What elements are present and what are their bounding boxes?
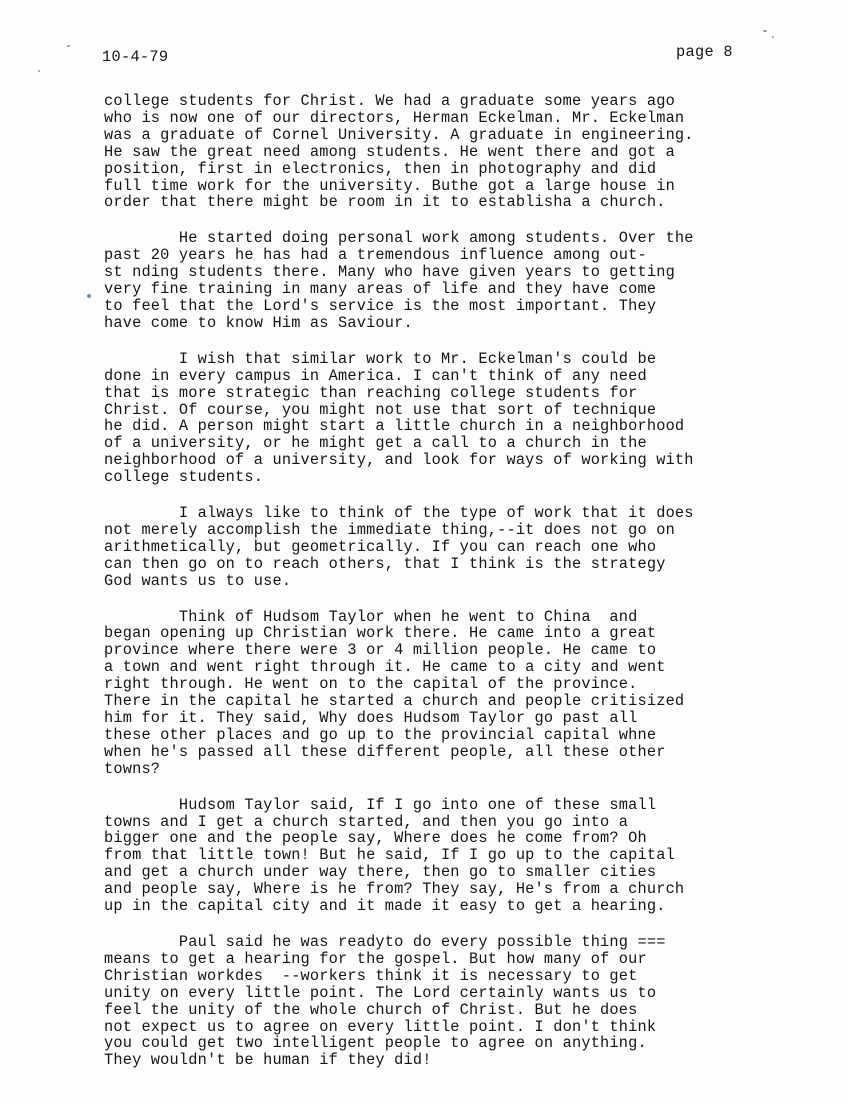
document-date: 10-4-79 xyxy=(102,48,169,66)
text-line: very fine training in many areas of life and they have come xyxy=(104,280,657,299)
paragraph xyxy=(104,797,804,915)
text-line: Paul said he was readyto do every possible thing === xyxy=(104,932,666,951)
text-line: college students for Christ. We had a graduate some years ago xyxy=(104,92,675,110)
scan-speck xyxy=(763,30,767,32)
paragraph xyxy=(104,505,804,590)
text-line: that is more strategic than reaching college students for xyxy=(104,383,638,402)
text-line: feel the unity of the whole church of Christ. But he does xyxy=(104,1000,638,1019)
text-line: neighborhood of a university, and look for ways of working with xyxy=(104,451,694,470)
text-line: he did. A person might start a little church in a neighborhood xyxy=(104,417,685,436)
paragraph xyxy=(104,351,804,486)
text-line: these other places and go up to the provincial capital whne xyxy=(104,725,657,744)
text-line: of a university, or he might get a call to a church in the xyxy=(104,434,647,453)
text-line: who is now one of our directors, Herman Eckelman. Mr. Eckelman xyxy=(104,108,685,127)
text-line: right through. He went on to the capital of the province. xyxy=(104,675,638,694)
text-line: arithmetically, but geometrically. If you can reach one who xyxy=(104,537,657,556)
text-line: college students. xyxy=(104,468,264,487)
text-line: bigger one and the people say, Where does he come from? Oh xyxy=(104,829,647,848)
paragraph xyxy=(104,934,804,1069)
text-line: and get a church under way there, then go to smaller cities xyxy=(104,863,657,882)
text-line: I wish that similar work to Mr. Eckelman's could be xyxy=(104,349,657,368)
paragraph xyxy=(104,93,804,211)
page-number: page 8 xyxy=(676,43,733,61)
text-line: They wouldn't be human if they did! xyxy=(104,1051,432,1070)
text-line: full time work for the university. Buthe got a large house in xyxy=(104,176,675,195)
scan-speck xyxy=(38,70,40,72)
text-line: God wants us to use. xyxy=(104,571,292,590)
text-line: province where there were 3 or 4 million people. He came to xyxy=(104,641,657,660)
text-line: He saw the great need among students. He went there and got a xyxy=(104,142,675,161)
text-line: not expect us to agree on every little point. I don't think xyxy=(104,1017,657,1036)
text-line: when he's passed all these different people, all these other xyxy=(104,742,666,761)
text-line: I always like to think of the type of work that it does xyxy=(104,504,694,523)
text-line: was a graduate of Cornel University. A graduate in engineering. xyxy=(104,125,694,144)
text-line: have come to know Him as Saviour. xyxy=(104,313,413,332)
text-line: from that little town! But he said, If I go up to the capital xyxy=(104,846,675,865)
text-line: There in the capital he started a church and people critisized xyxy=(104,692,685,711)
text-line: done in every campus in America. I can't think of any need xyxy=(104,366,647,385)
text-line: him for it. They said, Why does Hudsom Taylor go past all xyxy=(104,709,638,727)
scan-speck xyxy=(67,45,70,47)
text-line: towns? xyxy=(104,759,161,778)
paragraph xyxy=(104,230,804,331)
text-line: Hudsom Taylor said, If I go into one of these small xyxy=(104,795,657,814)
text-line: unity on every little point. The Lord certainly wants us to xyxy=(104,983,657,1002)
document-body xyxy=(104,93,804,1088)
text-line: began opening up Christian work there. He came into a great xyxy=(104,624,657,643)
text-line: you could get two intelligent people to agree on anything. xyxy=(104,1034,647,1053)
text-line: to feel that the Lord's service is the most important. They xyxy=(104,296,657,315)
text-line: He started doing personal work among students. Over the xyxy=(104,229,694,248)
text-line: past 20 years he has had a tremendous influence among out- xyxy=(104,246,647,265)
text-line: Think of Hudsom Taylor when he went to China and xyxy=(104,607,638,626)
text-line: Christ. Of course, you might not use that sort of technique xyxy=(104,400,657,419)
text-line: order that there might be room in it to establisha a church. xyxy=(104,193,666,212)
text-line: not merely accomplish the immediate thing,--it does not go on xyxy=(104,520,675,539)
scan-speck xyxy=(87,294,91,298)
text-line: means to get a hearing for the gospel. But how many of our xyxy=(104,949,647,968)
text-line: position, first in electronics, then in photography and did xyxy=(104,159,657,178)
text-line: st nding students there. Many who have given years to getting xyxy=(104,263,675,282)
text-line: can then go on to reach others, that I think is the strategy xyxy=(104,554,666,573)
text-line: and people say, Where is he from? They say, He's from a church xyxy=(104,880,685,899)
text-line: a town and went right through it. He came to a city and went xyxy=(104,658,666,677)
text-line: towns and I get a church started, and then you go into a xyxy=(104,812,629,831)
paragraph xyxy=(104,609,804,778)
text-line: Christian workdes --workers think it is necessary to get xyxy=(104,966,638,985)
text-line: up in the capital city and it made it easy to get a hearing. xyxy=(104,897,666,916)
scan-speck xyxy=(772,36,774,38)
